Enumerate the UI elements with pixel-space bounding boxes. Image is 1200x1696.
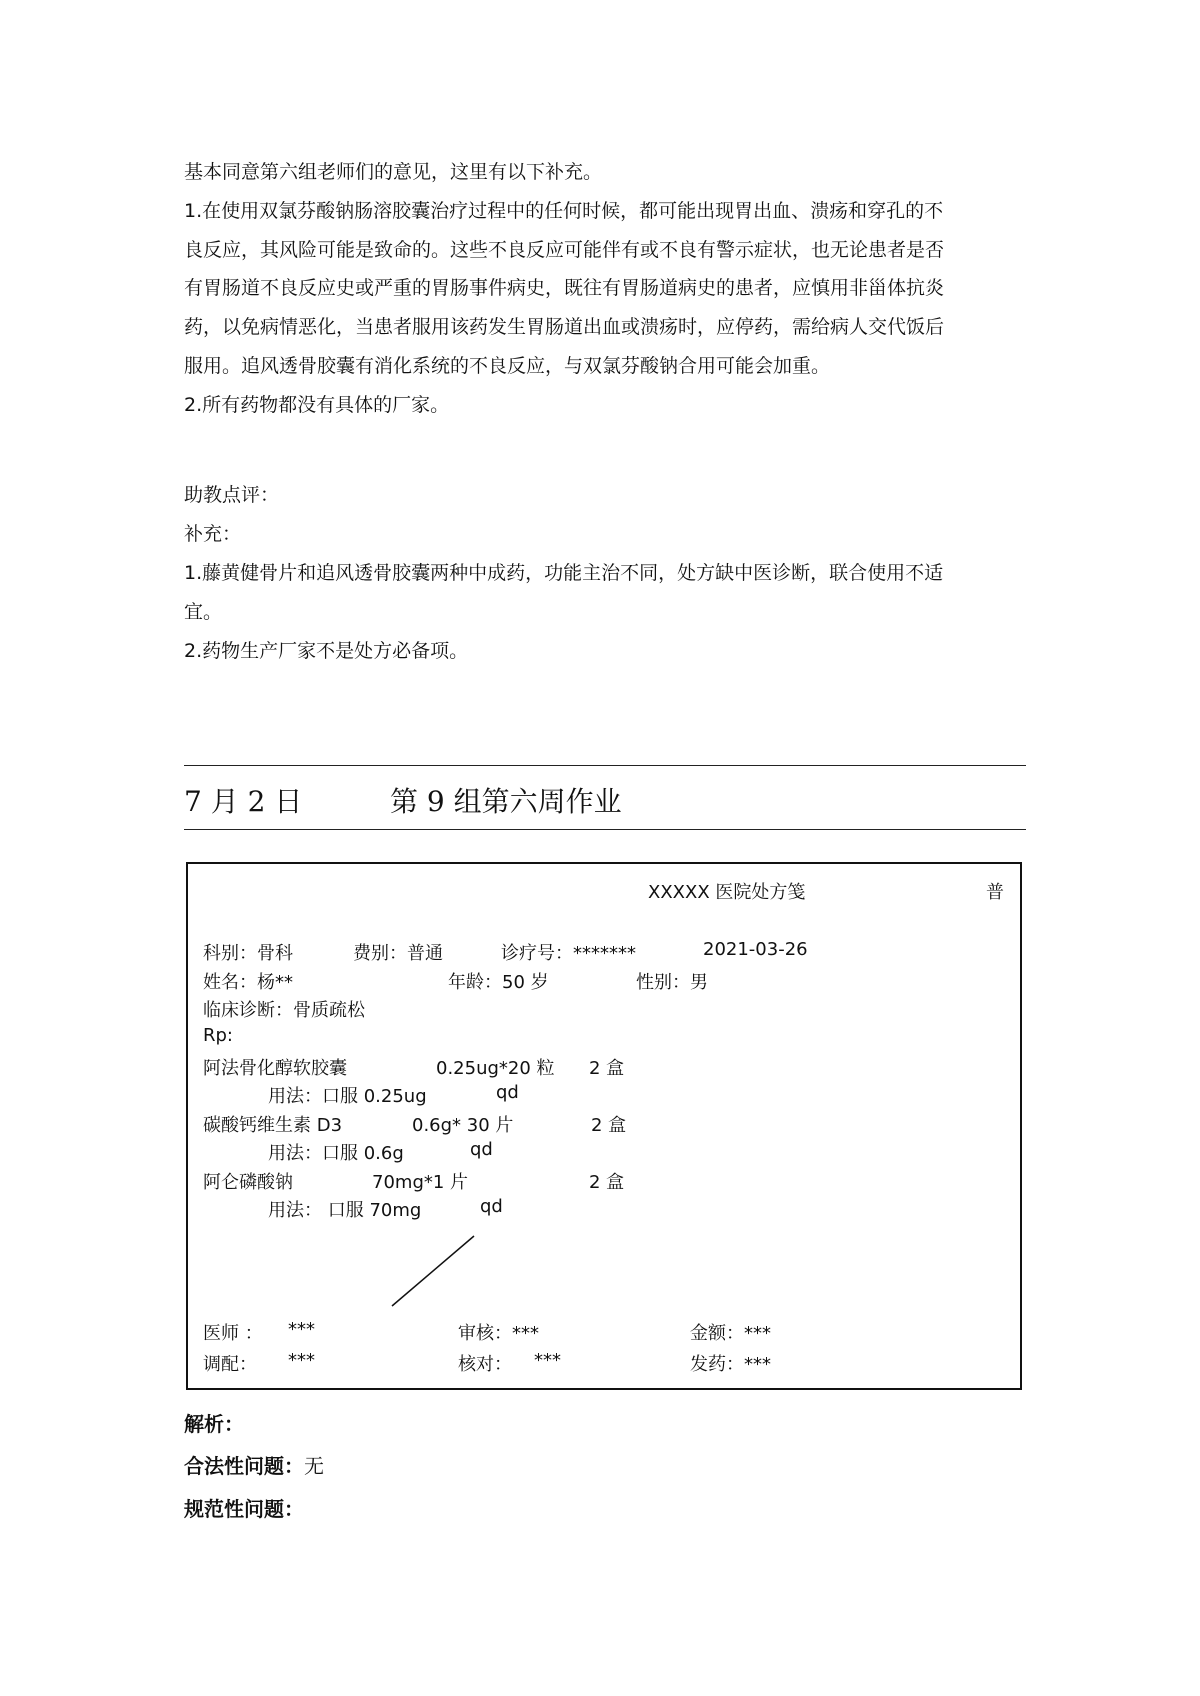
section-title: 第 9 组第六周作业 <box>390 785 622 818</box>
analysis-title: 解析： <box>184 1412 244 1436</box>
drug-name: 碳酸钙维生素 D3 <box>203 1115 343 1136</box>
point1-line-4: 药，以免病情恶化，当患者服用该药发生胃肠道出血或溃疡时，应停药，需给病人交代饭后 <box>184 316 945 338</box>
point1-line-2: 良反应，其风险可能是致命的。这些不良反应可能伴有或不良有警示症状，也无论患者是否 <box>184 239 945 261</box>
section-divider-top <box>184 765 1026 766</box>
check-value: *** <box>534 1350 561 1371</box>
section-divider-bottom <box>184 829 1026 830</box>
prescription-date: 2021-03-26 <box>703 939 808 960</box>
ta-review-title: 助教点评： <box>184 484 280 506</box>
drug-usage: 用法：口服 0.25ug <box>268 1086 427 1107</box>
drug-usage: 用法：口服 0.6g <box>268 1143 404 1164</box>
hospital-title: XXXXX 医院处方笺 <box>648 882 806 903</box>
drug-frequency: qd <box>480 1196 503 1217</box>
doctor-label: 医师 ： <box>203 1323 263 1344</box>
dispense-value: *** <box>288 1350 315 1371</box>
patient-sex: 性别：男 <box>636 972 708 993</box>
legality-row <box>184 1450 324 1479</box>
drug-spec: 0.25ug*20 粒 <box>436 1058 555 1079</box>
point2-text: 2.所有药物都没有具体的厂家。 <box>184 394 450 416</box>
end-of-prescription-slash <box>388 1232 488 1312</box>
drug-name: 阿仑磷酸钠 <box>203 1172 293 1193</box>
drug-quantity: 2 盒 <box>591 1115 627 1136</box>
ta-point1-line-2: 宜。 <box>184 601 223 623</box>
drug-spec: 0.6g* 30 片 <box>412 1115 514 1136</box>
amount: 金额：*** <box>690 1323 771 1344</box>
clinic-number: 诊疗号：******* <box>501 943 636 964</box>
drug-quantity: 2 盒 <box>589 1058 625 1079</box>
check-label: 核对： <box>458 1354 512 1375</box>
fee-type: 费别：普通 <box>353 943 443 964</box>
rp-label: Rp: <box>203 1025 233 1046</box>
point1-line-3: 有胃肠道不良反应史或严重的胃肠事件病史，既往有胃肠道病史的患者，应慎用非甾体抗炎 <box>184 277 945 299</box>
ta-point1-line-1: 1.藤黄健骨片和追风透骨胶囊两种中成药，功能主治不同，处方缺中医诊断，联合使用不适 <box>184 562 944 584</box>
ta-point2-text: 2.药物生产厂家不是处方必备项。 <box>184 640 469 662</box>
section-date: 7 月 2 日 <box>184 785 303 818</box>
prescription-type-mark: 普 <box>986 882 1004 903</box>
drug-usage: 用法： 口服 70mg <box>268 1200 422 1221</box>
patient-age: 年龄：50 岁 <box>448 972 549 993</box>
drug-frequency: qd <box>496 1082 519 1103</box>
review-signature: 审核：*** <box>458 1323 539 1344</box>
prescription-form <box>186 862 1022 1390</box>
doctor-value: *** <box>288 1319 315 1340</box>
ta-supplement-label: 补充： <box>184 523 242 545</box>
drug-name: 阿法骨化醇软胶囊 <box>203 1058 347 1079</box>
point1-line-5: 服用。追风透骨胶囊有消化系统的不良反应，与双氯芬酸钠合用可能会加重。 <box>184 355 831 377</box>
point1-line-1: 1.在使用双氯芬酸钠肠溶胶囊治疗过程中的任何时候，都可能出现胃出血、溃疡和穿孔的不 <box>184 200 944 222</box>
legality-value: 无 <box>304 1454 324 1478</box>
legality-label: 合法性问题： <box>184 1454 304 1478</box>
dispense-label: 调配： <box>203 1354 257 1375</box>
patient-name: 姓名：杨** <box>203 972 293 993</box>
issue-drug-signature: 发药：*** <box>690 1354 771 1375</box>
department: 科别：骨科 <box>203 943 293 964</box>
drug-frequency: qd <box>470 1139 493 1160</box>
drug-spec: 70mg*1 片 <box>372 1172 469 1193</box>
intro-text: 基本同意第六组老师们的意见，这里有以下补充。 <box>184 161 603 183</box>
standard-label: 规范性问题： <box>184 1497 304 1521</box>
clinical-diagnosis: 临床诊断：骨质疏松 <box>203 1000 365 1021</box>
drug-quantity: 2 盒 <box>589 1172 625 1193</box>
